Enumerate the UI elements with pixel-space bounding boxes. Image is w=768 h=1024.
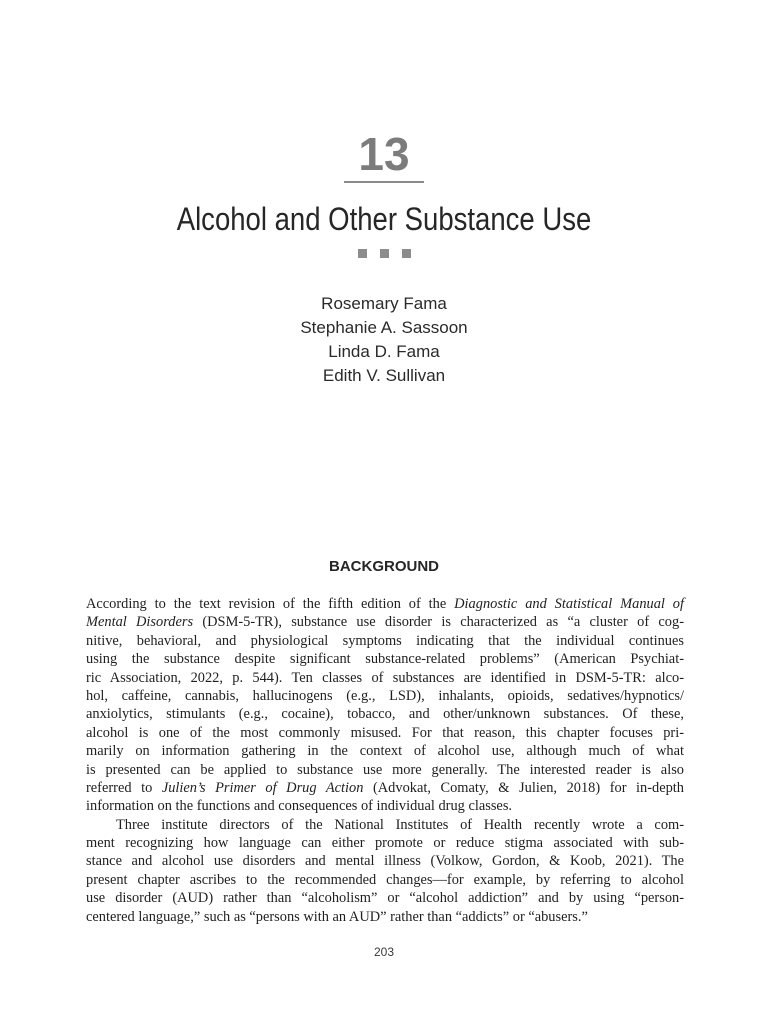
italic-title: Mental Disorders [86,614,194,631]
text-line [86,650,684,668]
text-run: stance and alcohol use disorders and mental illness (Volkow, Gordon, & Koob, 2021). The [86,853,684,870]
italic-title: Diagnostic and Statistical Manual of [454,596,684,612]
text-line [86,761,684,779]
text-run: using the substance despite significant substance-related problems” (American Psychiat- [86,651,684,668]
text-run: use disorder (AUD) rather than “alcoholism” or “alcohol addiction” and by using “person- [86,890,684,907]
text-run: marily on information gathering in the context of alcohol use, although much of what [86,743,684,760]
text-line [86,889,684,907]
text-run: centered language,” such as “persons with an AUD” rather than “addicts” or “abusers.” [86,908,588,925]
ornament-square [402,249,411,258]
text-run: (Advokat, Comaty, & Julien, 2018) for in-depth [363,779,684,796]
ornament-square [380,249,389,258]
text-line [86,687,684,705]
chapter-number: 13 [358,128,410,180]
page-number: 203 [373,945,395,959]
text-line [86,669,684,687]
text-run: alcohol is one of the most commonly misused. For that reason, this chapter focuses pri- [86,724,684,741]
text-run: Three institute directors of the National Institutes of Health recently wrote a com- [116,816,684,833]
text-line [86,632,684,650]
text-run: hol, caffeine, cannabis, hallucinogens (e.g., LSD), inhalants, opioids, sedatives/hypnotics/ [86,687,684,704]
title-ornament [0,249,768,258]
text-run: is presented can be applied to substance use more generally. The interested reader is also [86,761,684,778]
author-name: Linda D. Fama [328,342,440,361]
text-line [86,595,684,613]
ornament-square [358,249,367,258]
text-line [86,705,684,723]
text-line [86,816,684,834]
text-line [86,724,684,742]
section-heading: BACKGROUND [329,558,439,575]
text-run: anxiolytics, stimulants (e.g., cocaine), tobacco, and other/unknown substances. Of these, [86,706,684,723]
text-run: present chapter ascribes to the recommended changes—for example, by referring to alcohol [86,871,684,888]
paragraph [86,595,684,816]
text-run: According to the text revision of the fifth edition of the [86,596,455,612]
text-line [86,852,684,870]
text-run: (DSM-5-TR), substance use disorder is characterized as “a cluster of cog- [193,614,684,631]
chapter-number-rule [344,181,424,183]
text-line [86,797,684,815]
text-line [86,742,684,760]
text-run: ment recognizing how language can either promote or reduce stigma associated with sub- [86,835,684,852]
text-run: nitive, behavioral, and physiological symptoms indicating that the individual continues [86,632,684,649]
text-line [86,834,684,852]
text-line [86,871,684,889]
text-run: information on the functions and consequences of individual drug classes. [86,798,513,815]
chapter-title: Alcohol and Other Substance Use [176,201,592,237]
text-run: referred to [86,779,162,796]
text-line [86,613,684,631]
author-name: Rosemary Fama [321,294,447,313]
text-run: ric Association, 2022, p. 544). Ten classes of substances are identified in DSM-5-TR: alco- [86,669,684,686]
paragraph [86,816,684,926]
author-list [0,292,768,388]
italic-title: Julien’s Primer of Drug Action [161,779,364,796]
text-line [86,908,684,926]
author-name: Stephanie A. Sassoon [300,318,468,337]
text-line [86,779,684,797]
body-text [86,595,684,926]
author-name: Edith V. Sullivan [322,366,446,385]
